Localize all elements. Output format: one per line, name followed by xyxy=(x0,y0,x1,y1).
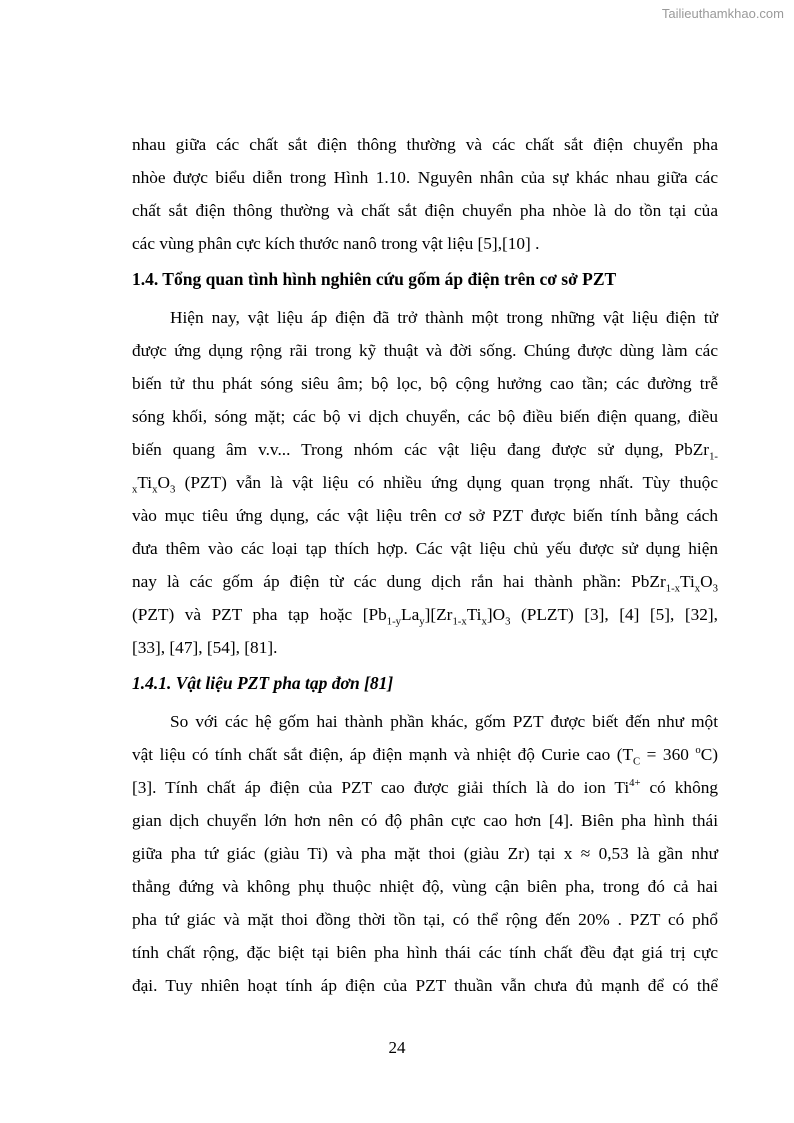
text-line xyxy=(132,771,718,804)
text-span: Ti xyxy=(137,473,153,492)
text-line: đưa thêm vào các loại tạp thích hợp. Các vật liệu chủ yếu được sử dụng hiện xyxy=(132,539,718,558)
text-line: nhau giữa các chất sắt điện thông thường và các chất sắt điện chuyển pha xyxy=(132,135,718,154)
text-span: = 360 xyxy=(640,745,696,764)
text-span: C) xyxy=(700,745,718,764)
text-line: pha tứ giác và mặt thoi đồng thời tồn tại, có thể rộng đến 20% . PZT có phổ xyxy=(132,910,718,929)
text-line: được ứng dụng rộng rãi trong kỹ thuật và đời sống. Chúng được dùng làm các xyxy=(132,341,718,360)
text-line xyxy=(132,738,718,771)
text-line: chất sắt điện thông thường và chất sắt điện chuyển pha nhòe là do tồn tại của xyxy=(132,201,718,220)
subscript: 3 xyxy=(169,483,176,496)
subscript: 1-y xyxy=(386,615,402,628)
subscript: x xyxy=(481,615,487,628)
subscript: x xyxy=(152,483,158,496)
text-line xyxy=(132,466,718,499)
subscript: C xyxy=(633,755,641,768)
text-line: sóng khối, sóng mặt; các bộ vi dịch chuyển, các bộ điều biến điện quang, điều xyxy=(132,407,718,426)
section-heading-1-4: 1.4. Tổng quan tình hình nghiên cứu gốm áp điện trên cơ sở PZT xyxy=(132,269,617,289)
section-heading-1-4-1: 1.4.1. Vật liệu PZT pha tạp đơn [81] xyxy=(132,673,394,693)
subscript: 3 xyxy=(505,615,511,628)
text-line: [33], [47], [54], [81]. xyxy=(132,638,278,657)
page-body xyxy=(132,128,718,1002)
text-span: Ti xyxy=(466,605,482,624)
text-span: nay là các gốm áp điện từ các dung dịch rắn hai thành phần: PbZr xyxy=(132,572,666,591)
superscript: o xyxy=(695,744,701,757)
page-number: 24 xyxy=(388,1038,406,1057)
text-span: (PZT) vẫn là vật liệu có nhiều ứng dụng quan trọng nhất. Tùy thuộc xyxy=(175,473,718,492)
subscript: x xyxy=(694,582,701,595)
text-span: ][Zr xyxy=(424,605,453,624)
text-span: vật liệu có tính chất sắt điện, áp điện mạnh và nhiệt độ Curie cao (T xyxy=(132,745,634,764)
paragraph-section-1-4-1 xyxy=(132,705,718,1002)
text-line: gian dịch chuyển lớn hơn nên có độ phân cực cao hơn [4]. Biên pha hình thái xyxy=(132,811,718,830)
subscript: 1-x xyxy=(452,615,467,628)
text-span: (PZT) và PZT pha tạp hoặc [Pb xyxy=(132,605,387,624)
text-span: Ti xyxy=(680,572,695,591)
text-line: nhòe được biểu diễn trong Hình 1.10. Nguyên nhân của sự khác nhau giữa các xyxy=(132,168,718,187)
text-line: tính chất rộng, đặc biệt tại biên pha hình thái các tính chất đều đạt giá trị cực xyxy=(132,943,718,962)
text-span: có không xyxy=(640,778,718,797)
subscript: 1- xyxy=(709,450,718,463)
text-line xyxy=(132,433,718,466)
text-line: So với các hệ gốm hai thành phần khác, gốm PZT được biết đến như một xyxy=(170,712,718,731)
text-span: O xyxy=(157,473,170,492)
text-line: giữa pha tứ giác (giàu Ti) và pha mặt thoi (giàu Zr) tại x ≈ 0,53 là gần như xyxy=(132,844,718,863)
text-line: vào mục tiêu ứng dụng, các vật liệu trên cơ sở PZT được biến tính bằng cách xyxy=(132,506,718,525)
text-line: Hiện nay, vật liệu áp điện đã trở thành một trong những vật liệu điện tử xyxy=(170,308,718,327)
text-line xyxy=(132,565,718,598)
text-span: ]O xyxy=(486,605,506,624)
text-line: các vùng phân cực kích thước nanô trong vật liệu [5],[10] . xyxy=(132,234,540,253)
text-line: biến tử thu phát sóng siêu âm; bộ lọc, bộ cộng hưởng cao tần; các đường trễ xyxy=(132,374,718,393)
text-span: [3]. Tính chất áp điện của PZT cao được giải thích là do ion Ti xyxy=(132,778,630,797)
subscript: 3 xyxy=(712,582,718,595)
text-line xyxy=(132,598,718,631)
text-line: đại. Tuy nhiên hoạt tính áp điện của PZT thuần vẫn chưa đủ mạnh để có thể xyxy=(132,976,718,995)
text-line: thẳng đứng và không phụ thuộc nhiệt độ, vùng cận biên pha, trong đó cả hai xyxy=(132,877,718,896)
text-span: La xyxy=(401,605,420,624)
text-span: O xyxy=(700,572,713,591)
text-span: biến quang âm v.v... Trong nhóm các vật liệu đang được sử dụng, PbZr xyxy=(132,440,710,459)
superscript: 4+ xyxy=(629,777,641,790)
paragraph-continuation xyxy=(132,128,718,260)
paragraph-section-1-4 xyxy=(132,301,718,664)
text-span: (PLZT) [3], [4] [5], [32], xyxy=(510,605,718,624)
subscript: x xyxy=(132,483,138,496)
subscript: y xyxy=(419,615,425,628)
subscript: 1-x xyxy=(665,582,681,595)
watermark: Tailieuthamkhao.com xyxy=(661,6,784,21)
